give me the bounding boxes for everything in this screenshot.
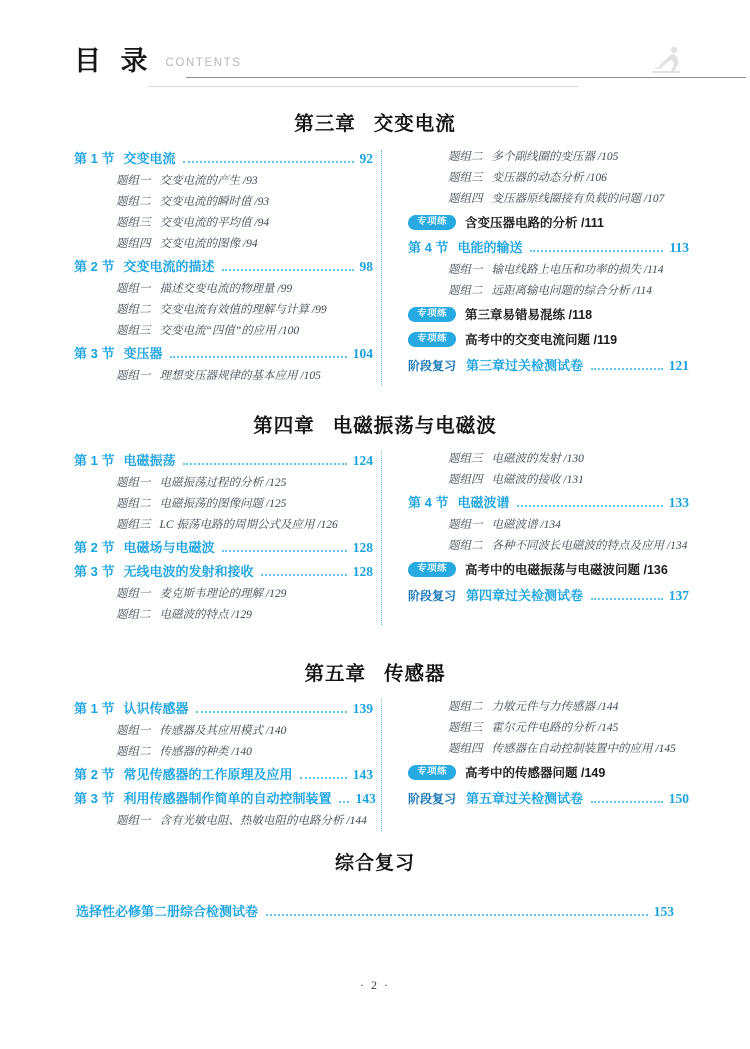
page-number: 143 <box>352 767 373 782</box>
sub-text: 电磁振荡的图像问题 /125 <box>159 498 287 510</box>
special-practice-text: 第三章易错易混练 /118 <box>465 308 593 322</box>
sub-key: 题组四 <box>448 743 483 755</box>
dot-leader <box>530 249 663 252</box>
chapter-5-right-column <box>382 698 689 833</box>
chapter-5-columns <box>0 698 750 833</box>
sub-key: 题组一 <box>116 725 151 737</box>
special-practice-row[interactable] <box>408 330 689 348</box>
dot-leader <box>261 573 346 576</box>
sub-text: 交变电流的平均值 /94 <box>159 217 270 229</box>
toc-section-row[interactable] <box>74 450 373 469</box>
toc-section-row[interactable] <box>74 537 373 556</box>
sub-key: 题组三 <box>116 325 151 337</box>
toc-sub-row[interactable] <box>408 190 689 206</box>
page-number: 133 <box>668 495 689 510</box>
chapter-5-prefix: 第五章 <box>304 663 366 685</box>
dot-leader <box>222 549 346 552</box>
sub-key: 题组二 <box>448 540 483 552</box>
stage-review-row[interactable] <box>408 788 689 807</box>
section-label: 第 1 节 <box>74 151 115 166</box>
toc-sub-row[interactable] <box>74 214 373 230</box>
toc-sub-row[interactable] <box>74 743 373 759</box>
page-header <box>74 46 686 92</box>
sub-key: 题组四 <box>116 238 151 250</box>
stage-review-title: 第五章过关检测试卷 <box>466 791 584 806</box>
toc-section-row[interactable] <box>74 561 373 580</box>
comprehensive-review-block <box>0 848 750 920</box>
sub-key: 题组一 <box>116 370 151 382</box>
toc-sub-row[interactable] <box>408 261 689 277</box>
toc-sub-row[interactable] <box>408 698 689 714</box>
special-practice-badge: 专项练 <box>407 332 456 347</box>
chapter-3-left-column <box>74 148 381 388</box>
toc-sub-row[interactable] <box>74 722 373 738</box>
toc-section-row[interactable] <box>74 788 376 807</box>
sub-text: 变压器的动态分析 /106 <box>491 172 607 184</box>
sub-text: 各种不同波长电磁波的特点及应用 /134 <box>491 540 688 552</box>
stage-review-label: 阶段复习 <box>408 792 457 806</box>
section-title: 交变电流的描述 <box>123 259 215 274</box>
chapter-4-name: 电磁振荡与电磁波 <box>332 415 497 437</box>
special-practice-text: 高考中的传感器问题 /149 <box>465 766 606 780</box>
sub-text: 电磁波谱 /134 <box>491 519 561 531</box>
chapter-5-left-column <box>74 698 381 833</box>
special-practice-row[interactable] <box>408 763 689 781</box>
page-number: 128 <box>352 540 373 555</box>
sub-text: 输电线路上电压和功率的损失 /114 <box>491 264 664 276</box>
toc-sub-row[interactable] <box>74 301 373 317</box>
toc-sub-row[interactable] <box>408 148 689 164</box>
chapter-3-name: 交变电流 <box>373 113 456 135</box>
sub-text: 交变电流的瞬时值 /93 <box>159 196 270 208</box>
section-title: 交变电流 <box>123 151 176 166</box>
sub-text: 交变电流的图像 /94 <box>159 238 258 250</box>
dot-leader <box>300 776 346 779</box>
chapter-5-title <box>0 658 750 686</box>
page-footer: · 2 · <box>360 978 390 992</box>
chapter-4-right-column <box>382 450 689 627</box>
special-practice-row[interactable] <box>408 213 689 231</box>
sub-key: 题组一 <box>116 588 151 600</box>
page-number: 92 <box>359 151 373 166</box>
sub-key: 题组一 <box>116 815 151 827</box>
sub-text: 传感器在自动控制装置中的应用 /145 <box>491 743 676 755</box>
toc-section-row[interactable] <box>74 148 373 167</box>
special-practice-badge: 专项练 <box>407 765 456 780</box>
toc-sub-row[interactable] <box>74 280 373 296</box>
chapter-3-columns <box>0 148 750 388</box>
toc-sub-row[interactable] <box>74 322 373 338</box>
toc-section-row[interactable] <box>74 698 373 717</box>
sub-key: 题组一 <box>116 175 151 187</box>
sub-text: 含有光敏电阻、热敏电阻的电路分析 /144 <box>159 815 367 827</box>
stage-review-row[interactable] <box>408 355 689 374</box>
sub-key: 题组二 <box>116 196 151 208</box>
toc-sub-row[interactable] <box>74 235 373 251</box>
page-number: 128 <box>352 564 373 579</box>
chapter-4-left-column <box>74 450 381 627</box>
special-practice-badge: 专项练 <box>407 307 456 322</box>
special-practice-badge: 专项练 <box>407 562 456 577</box>
dot-leader <box>183 462 346 465</box>
sub-text: 交变电流“四值”的应用 /100 <box>159 325 300 337</box>
dot-leader <box>517 504 662 507</box>
section-title: 认识传感器 <box>123 701 189 716</box>
toc-sub-row[interactable] <box>408 471 689 487</box>
section-title: 利用传感器制作简单的自动控制装置 <box>123 791 332 806</box>
comprehensive-review-heading: 综合复习 <box>334 853 415 874</box>
chapter-3-block <box>0 108 750 388</box>
toc-sub-row[interactable] <box>408 719 689 735</box>
toc-section-row[interactable] <box>74 256 373 275</box>
sub-text: 多个副线圈的变压器 /105 <box>491 151 619 163</box>
sub-text: 理想变压器规律的基本应用 /105 <box>159 370 321 382</box>
section-title: 无线电波的发射和接收 <box>123 564 254 579</box>
page-number: 104 <box>352 346 373 361</box>
toc-sub-row[interactable] <box>74 193 373 209</box>
page-number: 153 <box>653 904 674 919</box>
sub-key: 题组三 <box>116 519 151 531</box>
chapter-4-block <box>0 410 750 627</box>
section-label: 第 2 节 <box>74 259 115 274</box>
stage-review-title: 第四章过关检测试卷 <box>466 588 584 603</box>
dot-leader <box>591 800 663 803</box>
toc-section-row[interactable] <box>74 343 373 362</box>
toc-sub-row[interactable] <box>74 812 373 828</box>
sub-text: 电磁振荡过程的分析 /125 <box>159 477 287 489</box>
sub-text: 电磁波的接收 /131 <box>491 474 584 486</box>
page-title: 目 录 <box>74 46 154 76</box>
page-number: 113 <box>669 240 689 255</box>
toc-sub-row[interactable] <box>74 495 373 511</box>
section-title: 电磁波谱 <box>457 495 510 510</box>
dot-leader <box>266 913 648 916</box>
dot-leader <box>183 160 353 163</box>
toc-sub-row[interactable] <box>408 282 689 298</box>
chapter-4-columns <box>0 450 750 627</box>
page-number: 121 <box>668 358 689 373</box>
sub-key: 题组三 <box>116 217 151 229</box>
chapter-4-title <box>0 410 750 438</box>
sub-text: 远距离输电问题的综合分析 /114 <box>491 285 652 297</box>
chapter-4-prefix: 第四章 <box>253 415 315 437</box>
sub-key: 题组三 <box>448 722 483 734</box>
toc-section-row[interactable] <box>408 492 689 511</box>
section-label: 第 3 节 <box>74 791 115 806</box>
page-number: 98 <box>359 259 373 274</box>
sub-text: 力敏元件与力传感器 /144 <box>491 701 619 713</box>
toc-sub-row[interactable] <box>74 172 373 188</box>
toc-sub-row[interactable] <box>74 474 373 490</box>
comprehensive-review-title: 选择性必修第二册综合检测试卷 <box>76 904 259 919</box>
page-number: 150 <box>668 791 689 806</box>
toc-sub-row[interactable] <box>408 740 689 756</box>
sub-key: 题组二 <box>116 498 151 510</box>
special-practice-text: 含变压器电路的分析 /111 <box>465 216 604 230</box>
toc-sub-row[interactable] <box>74 585 373 601</box>
sub-text: 电磁波的发射 /130 <box>491 453 584 465</box>
stage-review-row[interactable] <box>408 585 689 604</box>
special-practice-row[interactable] <box>408 305 689 323</box>
sub-key: 题组四 <box>448 474 483 486</box>
toc-sub-row[interactable] <box>74 367 373 383</box>
sub-key: 题组二 <box>116 609 151 621</box>
section-title: 变压器 <box>123 346 163 361</box>
page-number: 139 <box>352 701 373 716</box>
section-label: 第 3 节 <box>74 346 115 361</box>
chapter-3-prefix: 第三章 <box>294 113 356 135</box>
chapter-3-right-column <box>382 148 689 388</box>
stage-review-label: 阶段复习 <box>408 359 457 373</box>
toc-sub-row[interactable] <box>408 169 689 185</box>
toc-section-row[interactable] <box>408 237 689 256</box>
section-title: 电能的输送 <box>457 240 523 255</box>
sub-text: 传感器的种类 /140 <box>159 746 252 758</box>
dot-leader <box>339 800 349 803</box>
special-practice-text: 高考中的电磁振荡与电磁波问题 /136 <box>465 563 668 577</box>
section-label: 第 1 节 <box>74 701 115 716</box>
stage-review-title: 第三章过关检测试卷 <box>466 358 584 373</box>
chapter-3-title <box>0 108 750 136</box>
sub-key: 题组一 <box>448 264 483 276</box>
toc-sub-row[interactable] <box>408 516 689 532</box>
sub-text: 交变电流的产生 /93 <box>159 175 258 187</box>
section-title: 电磁振荡 <box>123 453 176 468</box>
sub-text: 霍尔元件电路的分析 /145 <box>491 722 619 734</box>
page-number: 137 <box>668 588 689 603</box>
sub-key: 题组二 <box>448 151 483 163</box>
sub-text: 传感器及其应用模式 /140 <box>159 725 287 737</box>
sub-key: 题组二 <box>448 285 483 297</box>
section-label: 第 4 节 <box>408 240 449 255</box>
sub-key: 题组二 <box>116 746 151 758</box>
section-label: 第 2 节 <box>74 540 115 555</box>
section-label: 第 2 节 <box>74 767 115 782</box>
sub-key: 题组一 <box>116 283 151 295</box>
toc-sub-row[interactable] <box>408 537 689 553</box>
special-practice-row[interactable] <box>408 560 689 578</box>
dot-leader <box>591 597 663 600</box>
toc-sub-row[interactable] <box>408 450 689 466</box>
special-practice-text: 高考中的交变电流问题 /119 <box>465 333 618 347</box>
page-number: 124 <box>352 453 373 468</box>
toc-section-row[interactable] <box>74 764 373 783</box>
section-label: 第 4 节 <box>408 495 449 510</box>
sub-text: 电磁波的特点 /129 <box>159 609 252 621</box>
sub-key: 题组一 <box>448 519 483 531</box>
header-rule-secondary <box>148 86 578 87</box>
sub-key: 题组三 <box>448 453 483 465</box>
sub-key: 题组三 <box>448 172 483 184</box>
dot-leader <box>196 710 346 713</box>
runner-icon <box>650 42 690 82</box>
sub-text: 交变电流有效值的理解与计算 /99 <box>159 304 327 316</box>
section-label: 第 1 节 <box>74 453 115 468</box>
stage-review-label: 阶段复习 <box>408 589 457 603</box>
sub-text: 麦克斯韦理论的理解 /129 <box>159 588 287 600</box>
chapter-5-block <box>0 658 750 833</box>
chapter-5-name: 传感器 <box>384 663 446 685</box>
sub-text: 变压器原线圈接有负载的问题 /107 <box>491 193 665 205</box>
sub-key: 题组一 <box>116 477 151 489</box>
sub-key: 题组四 <box>448 193 483 205</box>
section-title: 电磁场与电磁波 <box>123 540 215 555</box>
sub-key: 题组二 <box>448 701 483 713</box>
page-number: 143 <box>355 791 376 806</box>
sub-key: 题组二 <box>116 304 151 316</box>
dot-leader <box>222 268 353 271</box>
special-practice-badge: 专项练 <box>407 215 456 230</box>
dot-leader <box>170 355 346 358</box>
page-subtitle: CONTENTS <box>165 57 242 69</box>
section-label: 第 3 节 <box>74 564 115 579</box>
sub-text: LC 振荡电路的周期公式及应用 /126 <box>159 519 338 531</box>
sub-text: 描述交变电流的物理量 /99 <box>159 283 293 295</box>
toc-sub-row[interactable] <box>74 606 373 622</box>
dot-leader <box>591 367 663 370</box>
toc-sub-row[interactable] <box>74 516 373 532</box>
comprehensive-review-row[interactable] <box>76 901 674 920</box>
section-title: 常见传感器的工作原理及应用 <box>123 767 293 782</box>
